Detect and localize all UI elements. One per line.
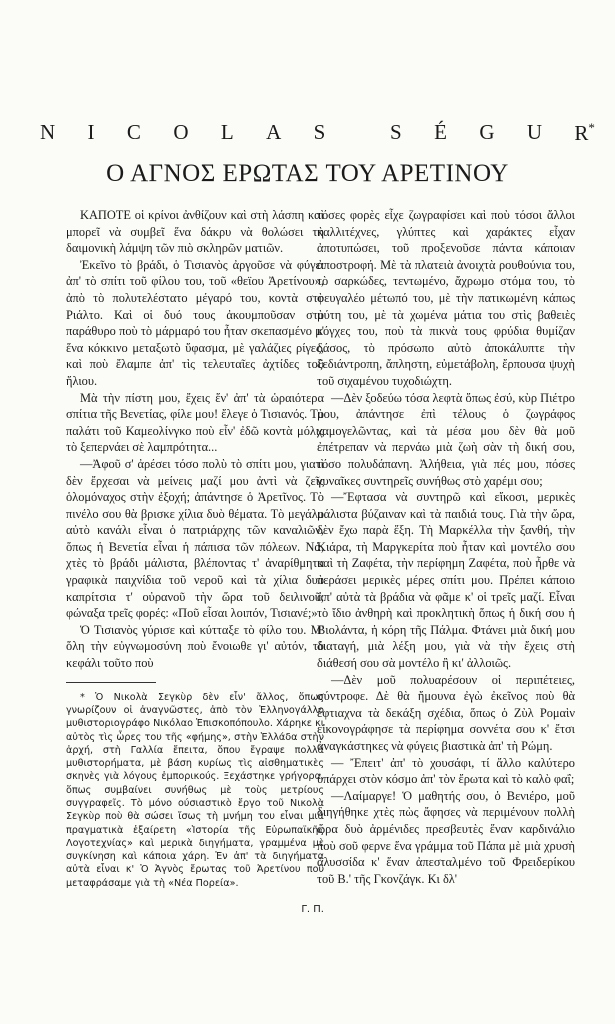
paragraph: Ἐκεῖνο τὸ βράδι, ὁ Τισιανὸς ἀργοῦσε νὰ φύγει ἀπ' τὸ σπίτι τοῦ φίλου του, τοῦ «θεϊου Ἀρετίνου», ἀπὸ τὸ πολυτελέστατο μέγαρό του, κοντὰ στὸ Ριάλτο. Καὶ οἱ δυό τους ἀκουμποῦσαν στὸ παράθυρο ποὺ τὸ μάρμαρό του ἦταν σκεπασμένο μ' ἕνα κόκκινο μεταξωτὸ ὕφασμα, μὲ γαλάζιες ρίγες, καὶ ποὺ ἔλαμπε ἀπ' τὶς τελευταῖες ἀχτίδες τοῦ ἥλιου. <box>66 257 324 388</box>
author-name <box>40 120 595 146</box>
author-letter: L <box>220 120 234 144</box>
author-letter-last <box>574 120 595 146</box>
paragraph: — Ἔπειτ' ἀπ' τὸ χουσάφι, τί ἄλλο καλύτερο ὑπάρχει στὸν κόσμο ἀπ' τὸν ἔρωτα καὶ τὸ καλὸ φαΐ; <box>317 755 575 787</box>
left-column <box>66 207 324 919</box>
paragraph: ΚΑΠΟΤΕ οἱ κρίνοι ἀνθίζουν καὶ στὴ λάσπη καὶ μπορεῖ νὰ συμβεῖ ἕνα δάκρυ νὰ θολώσει τὴ δαιμονικὴ λάμψη τῶν πιὸ σκληρῶν ματιῶν. <box>66 208 324 256</box>
paragraph: Ὁ Τισιανὸς γύρισε καὶ κύτταξε τὸ φίλο του. Μ' ὅλη τὴν εὐγνωμοσύνη ποὺ ἔνοιωθε γι' αὐτόν, τὸ κεφάλι τοῦτο ποὺ <box>66 622 324 671</box>
paragraph: —Λαίμαργε! Ὁ μαθητής σου, ὁ Βενιέρο, μοῦ διηγήθηκε χτὲς πὼς ἄφησες νὰ περιμένουν πολλὴ ὥρα δυὸ ἀρμένιδες πρεσβευτὲς ἕναν καρδινάλιο ποὺ σοῦ φερνε ἕνα γράμμα τοῦ Πάπα μὲ μιὰ χρυσὴ ἁλυσσίδα κ' ἕναν ἀπεσταλμένο τοῦ Φρειδερίκου τοῦ Β.' τῆς Γκονζάγκ. Κι δλ' <box>317 788 575 886</box>
author-letter: É <box>434 120 447 144</box>
author-letter: S <box>390 120 402 144</box>
footnote-divider <box>66 682 156 683</box>
author-letter: S <box>313 120 326 144</box>
author-letter: G <box>479 120 495 144</box>
paragraph: τόσες φορὲς εἶχε ζωγραφίσει καὶ ποὺ τόσοι ἄλλοι καλλιτέχνες, γλύπτες καὶ χαράκτες εἶχαν ἀποτυπώσει, τοῦ προξενοῦσε πάντα κάποιαν ἀποστροφή. Μὲ τὰ πλατειὰ ἀνοιχτὰ ρουθούνια του, τὸ σαρκώδες, τεντωμένο, ἄχρωμο στόμα του, τὸ φευγαλέο μέτωπό του, μὲ τὴν πατικωμένη κάπως μύτη του, μὲ τὰ χωμένα μάτια του στὶς βαθειὲς κόγχες του, ποὺ τὰ πικνὰ τους φρύδια θυμίζαν δάσος, τὸ πρόσωπο αὐτὸ ἀποκάλυπτε τὴν ξεδιάντροπη, ἄπληστη, εὐμετάβολη, ἔρπουσα ψυχὴ τοῦ σιχαμένου τυχοδιώχτη. <box>317 208 575 388</box>
paragraph: —Ἀφοῦ σ' ἀρέσει τόσο πολὺ τὸ σπίτι μου, γιατὶ δὲν ἔρχεσαι νὰ μείνεις μαζί μου ἀντὶ νὰ ζεῖς ὁλομόναχος στὴν ἐξοχή; ἀπάντησε ὁ Ἀρετῖνος. Τὸ πινέλο σου θὰ βρισκε χίλια δυὸ θέματα. Τὸ μεγάλο αὐτὸ κανάλι εἶναι ὁ πατριάρχης τῶν καναλιῶν, ὅπως ἡ Βενετία εἶναι ἡ πάπισα τῶν πόλεων. Νά, χτὲς τὸ βράδι μάλιστα, βλέποντας τ' ἀναρίθμητα γραφικὰ παιχνίδια τοῦ νεροῦ καὶ τὰ χίλια δυὸ καπρίτσια τ' οὐρανοῦ τὴν ὥρα τοῦ δειλινοῦ, φώναξα τρεῖς φορές: «Ποῦ εἶσαι λοιπόν, Τισιανέ;» <box>66 456 324 621</box>
footnote: * Ὁ Νικολὰ Σεγκὺρ δὲν εἶν' ἄλλος, ὅπως γνωρίζουν οἱ ἀναγνῶστες, ἀπὸ τὸν Ἑλληνογάλλο μυθιστοριογράφο Νικόλαο Ἐπισκοπόπουλο. Χάρηκε κι αὐτὸς τὶς ὧρες του τῆς «φήμης», στὴν Ἑλλάδα στὴν ἀρχή, στὴ Γαλλία ἔπειτα, ὅπου ἔγραψε πολλὰ μυθιστορήματα, μὲ βάση κυρίως τὶς αἰσθηματικὲς σκηνὲς γιὰ λόγους ἐμπορικούς. Ξεχάστηκε γρήγορα, ὅπως συμβαίνει συνήθως μὲ τοὺς μετρίους συγγραφεῖς. Τὸ μόνο ούσιαστικὸ ἔργο τοῦ Νικολὰ Σεγκὺρ ποὺ θὰ σώσει ἴσως τὴ μνήμη του εἶναι μιὰ πραγματικὰ ἐξαίρετη «Ἱστορία τῆς Εὐρωπαϊκῆς Λογοτεχνίας» καὶ μερικὰ διηγήματα, γραμμένα μὲ συγκίνηση καὶ κάποια χάρη. Ἐν ἀπ' τὰ διηγήματα αὐτὰ εἶναι κ' Ὁ Ἀγνὸς ἔρωτας τοῦ Ἀρετίνου ποὺ μεταφράσαμε γιὰ τὴ «Νέα Πορεία». <box>66 691 324 889</box>
story-title: Ο ΑΓΝΟΣ ΕΡΩΤΑΣ ΤΟΥ ΑΡΕΤΙΝΟΥ <box>106 160 509 187</box>
author-letter: O <box>173 120 189 144</box>
author-letter: N <box>40 120 56 144</box>
paragraph: —Δὲν μοῦ πολυαρέσουν οἱ περιπέτειες, σύντροφε. Δὲ θὰ ἤμουνα ἐγὼ ἐκεῖνος ποὺ θὰ ἔφτιαχνα τὰ δεκάξη σχέδια, ὅπως ὁ Ζὺλ Ρομαὶν εἰκονογράφησε τὰ περίφημα σοννέτα σου κ' ἔτσι ἀναγκάστηκες νὰ φύγεις βιαστικὰ ἀπ' τὴ Ρώμη. <box>317 672 575 753</box>
author-letter: C <box>126 120 141 144</box>
translator-signature: Γ. Π. <box>301 904 324 916</box>
paragraph: —Ἔφτασα νὰ συντηρῶ καὶ εἴκοσι, μερικὲς μάλιστα βύζαιναν καὶ τὰ παιδιά τους. Γιὰ τὴν ὥρα, δὲν ἔχω παρὰ ἕξη. Τὴ Μαρκέλλα τὴν ξανθή, τὴν Κιάρα, τὴ Μαργκερίτα ποὺ ἦταν καὶ μοντέλο σου καὶ τὴ Ζαφέτα, τὴν περίφημη Ζαφέτα, ποὺ ἦρθε νὰ περάσει μερικὲς μέρες σπίτι μου. Πρέπει κάποιο ἀπ' αὐτὰ τὰ βράδια νὰ φᾶμε κ' οἱ τρεῖς μαζί. Εἶναι τὸ ἴδιο ἀνθηρὴ καὶ προκλητικὴ ὅπως ἡ δική σου ἡ Βιολάντα, ἡ κόρη τῆς Πάλμα. Φτάνει μιὰ δική μου διαταγή, μιὰ λέξη μου, γιὰ νὰ τὴν ἔχεις στὴ διάθεσή σου σὰ μοντέλο ἢ κι' ἀλλοιῶς. <box>317 490 575 671</box>
paragraph: —Δὲν ξοδεύω τόσα λεφτὰ ὅπως ἐσύ, κὺρ Πιέτρο μου, ἀπάντησε ἐπὶ τέλους ὁ ζωγράφος χαμογελῶντας, καὶ τὰ μέσα μου δὲν θὰ μοῦ ἐπέτρεπαν νὰ περνάω μιὰ ζωὴ σὰν τὴ δική σου, τόσο πολυδάπανη. Ἀλήθεια, γιὰ πές μου, πόσες γυναῖκες συντηρεῖς συνήθως στὸ χαρέμι σου; <box>317 390 575 488</box>
author-letter: I <box>87 120 95 144</box>
author-letter: A <box>266 120 282 144</box>
footnote-marker: * <box>588 120 595 135</box>
paragraph: Μὰ τὴν πίστη μου, ἔχεις ἕν' ἀπ' τὰ ὡραιότερα σπίτια τῆς Βενετίας, φίλε μου! ἔλεγε ὁ Τισιανός. Τὸ παλάτι τοῦ Καμεολίνγκο ποὺ εἶν' ἐδῶ κοντὰ μόλις τὸ ξεπερνάει σὲ λαμπρότητα... <box>66 390 324 455</box>
author-letter: R <box>574 121 589 145</box>
author-letter: U <box>526 120 543 144</box>
right-column <box>317 207 575 887</box>
